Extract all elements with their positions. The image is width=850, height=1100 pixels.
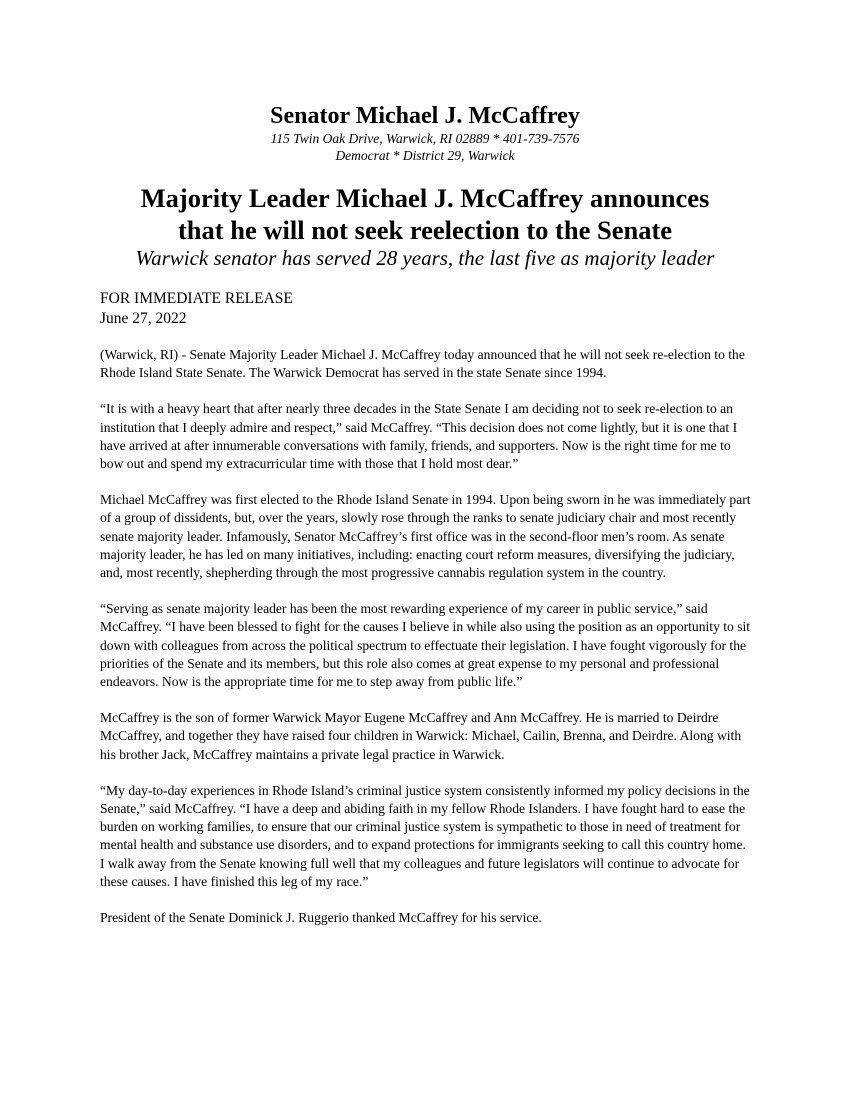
- office-address: 115 Twin Oak Drive, Warwick, RI 02889 * 401-739-7576: [270, 131, 580, 146]
- senator-name: Senator Michael J. McCaffrey: [270, 103, 580, 129]
- headline-line-1: Majority Leader Michael J. McCaffrey announces: [140, 183, 710, 213]
- article-body: [100, 346, 752, 945]
- paragraph-announcement: (Warwick, RI) - Senate Majority Leader Michael J. McCaffrey today announced that he will not seek re-election to the Rhode Island State Senate. The Warwick Democrat has served in the state Senate since 1994.: [100, 347, 745, 381]
- paragraph-quote-service: “Serving as senate majority leader has been the most rewarding experience of my career in public service,” said McCaffrey. “I have been blessed to fight for the causes I believe in while also using the position as an opportunity to sit down with colleagues from across the political spectrum to effectuate their legislation. I have fought vigorously for the priorities of the Senate and its members, but this role also comes at great expense to my personal and professional endeavors. Now is the appropriate time for me to step away from public life.”: [100, 601, 751, 690]
- subheadline: Warwick senator has served 28 years, the last five as majority leader: [135, 246, 715, 270]
- release-label: FOR IMMEDIATE RELEASE: [100, 290, 293, 307]
- letterhead: [0, 102, 850, 164]
- paragraph-thanks: President of the Senate Dominick J. Ruggerio thanked McCaffrey for his service.: [100, 910, 542, 926]
- paragraph-quote-decision: “It is with a heavy heart that after nearly three decades in the State Senate I am deciding not to seek re-election to an institution that I deeply admire and respect,” said McCaffrey. “This decision does not come lightly, but it is one that I have arrived at after innumerable conversations with family, friends, and supporters. Now is the right time for me to bow out and spend my extracurricular time with those that I hold most dear.”: [100, 401, 738, 472]
- release-info: [100, 289, 293, 329]
- release-date: June 27, 2022: [100, 310, 187, 327]
- paragraph-career: Michael McCaffrey was first elected to the Rhode Island Senate in 1994. Upon being sworn in he was immediately part of a group of dissidents, but, over the years, slowly rose through the ranks to senate judiciary chair and most recently senate majority leader. Infamously, Senator McCaffrey’s first office was in the second-floor men’s room. As senate majority leader, he has led on many initiatives, including: enacting court reform measures, diversifying the judiciary, and, most recently, shepherding through the most progressive cannabis regulation system in the country.: [100, 492, 751, 581]
- paragraph-quote-justice: “My day-to-day experiences in Rhode Island’s criminal justice system consistently informed my policy decisions in the Senate,” said McCaffrey. “I have a deep and abiding faith in my fellow Rhode Islanders. I have fought hard to ease the burden on working families, to ensure that our criminal justice system is sympathetic to those in need of treatment for mental health and substance use disorders, and to expand protections for immigrants seeking to call this country home. I walk away from the Senate knowing full well that my colleagues and future legislators will continue to advocate for these causes. I have finished this leg of my race.”: [100, 782, 750, 889]
- paragraph-family: McCaffrey is the son of former Warwick Mayor Eugene McCaffrey and Ann McCaffrey. He is married to Deirdre McCaffrey, and together they have raised four children in Warwick: Michael, Cailin, Brenna, and Deirdre. Along with his brother Jack, McCaffrey maintains a private legal practice in Warwick.: [100, 710, 742, 762]
- headline: [40, 182, 810, 246]
- headline-line-2: that he will not seek reelection to the Senate: [177, 215, 673, 245]
- party-district: Democrat * District 29, Warwick: [335, 148, 515, 163]
